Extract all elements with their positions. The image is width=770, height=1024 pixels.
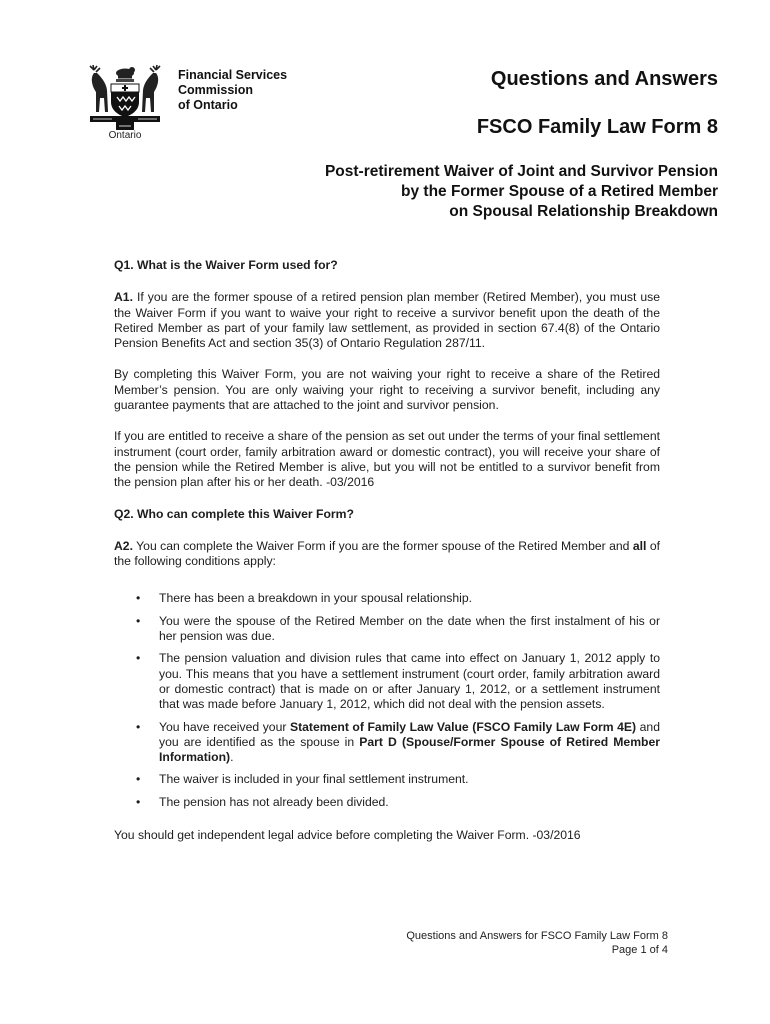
logo-caption: Ontario — [108, 130, 142, 141]
answer-2-intro-text-2: of the following conditions apply: — [114, 538, 660, 569]
question-1: Q1. What is the Waiver Form used for? — [114, 258, 338, 272]
answer-1-paragraph-1 — [114, 290, 660, 351]
answer-1-paragraph-2: By completing this Waiver Form, you are not waiving your right to receive a share of the Retired Member’s pension. You are only waiving your right to receiving a survivor benefit, including any guarantee payments that are attached to the joint and survivor pension. — [114, 367, 660, 413]
bullet-icon: • — [136, 719, 141, 734]
list-item — [114, 651, 660, 712]
bullet-icon: • — [136, 651, 141, 666]
answer-2-intro — [114, 539, 660, 570]
document-subtitle — [325, 162, 718, 222]
list-item-text-c: and you are identified as the spouse in — [159, 719, 660, 749]
main-content — [114, 258, 660, 859]
answer-2-intro-text-1: You can complete the Waiver Form if you are the former spouse of the Retired Member and — [132, 538, 633, 553]
list-item — [114, 772, 660, 787]
list-item — [114, 795, 660, 810]
list-item-text: The pension valuation and division rules that came into effect on January 1, 2012 apply to you. This means that you have a settlement instrument (court order, family arbitration award or domestic contract) that is made on or after January 1, 2012, or a settlement instrument that was made before January 1, 2012, which did not deal with the pension assets. — [159, 651, 660, 712]
organization-name — [178, 68, 287, 113]
subtitle-line-3: on Spousal Relationship Breakdown — [449, 203, 718, 220]
list-item-bold-part-d: Part D (Spouse/Former Spouse of Retired Member Information) — [159, 734, 660, 765]
page-footer — [406, 929, 668, 957]
answer-1-label: A1. — [114, 290, 133, 305]
question-2: Q2. Who can complete this Waiver Form? — [114, 506, 354, 521]
answer-1-paragraph-3: If you are entitled to receive a share of the pension as set out under the terms of your final settlement instrument (court order, family arbitration award or domestic contract), you will receive your share of the pension while the Retired Member is alive, but you will not be entitled to a survivor benefit from the pension plan after his or her death. -03/2016 — [114, 429, 660, 490]
answer-1-text: If you are the former spouse of a retired pension plan member (Retired Member), you must use the Waiver Form if you want to waive your right to receive a survivor benefit upon the death of the Retired Member as part of your family law settlement, as provided in section 67.4(8) of the Ontario Pension Benefits Act and section 35(3) of Ontario Regulation 287/11. — [114, 290, 660, 351]
form-title: FSCO Family Law Form 8 — [476, 116, 718, 138]
list-item — [114, 591, 660, 606]
list-item-text-a: You have received your — [159, 719, 290, 734]
list-item-text: The pension has not already been divided. — [159, 794, 389, 809]
footer-document-name: Questions and Answers for FSCO Family Law Form 8 — [406, 930, 668, 942]
subtitle-line-2: by the Former Spouse of a Retired Member — [401, 183, 718, 200]
bullet-icon: • — [136, 794, 141, 809]
list-item-text-e: . — [230, 750, 234, 765]
ontario-coat-of-arms-logo — [86, 64, 164, 144]
list-item — [114, 720, 660, 766]
org-line-1: Financial Services — [178, 68, 288, 82]
page-title: Questions and Answers — [490, 68, 718, 90]
list-item-text: There has been a breakdown in your spousal relationship. — [159, 591, 473, 606]
list-item-text: The waiver is included in your final settlement instrument. — [159, 772, 469, 787]
coat-of-arms-icon — [86, 64, 164, 132]
bullet-icon: • — [136, 613, 141, 628]
conditions-list — [114, 591, 660, 810]
bullet-icon: • — [136, 591, 141, 606]
page-number: Page 1 of 4 — [611, 944, 668, 956]
org-line-3: of Ontario — [178, 98, 238, 112]
answer-2-label: A2. — [114, 538, 133, 553]
answer-2-intro-emphasis: all — [632, 538, 647, 553]
closing-advice: You should get independent legal advice before completing the Waiver Form. -03/2016 — [114, 828, 581, 843]
list-item-text: You were the spouse of the Retired Member on the date when the first instalment of his or her pension was due. — [159, 613, 660, 644]
list-item-bold-form-name: Statement of Family Law Value (FSCO Family Law Form 4E) — [289, 719, 637, 734]
subtitle-line-1: Post-retirement Waiver of Joint and Survivor Pension — [324, 163, 718, 180]
org-line-2: Commission — [178, 83, 254, 97]
bullet-icon: • — [136, 772, 141, 787]
list-item — [114, 614, 660, 645]
